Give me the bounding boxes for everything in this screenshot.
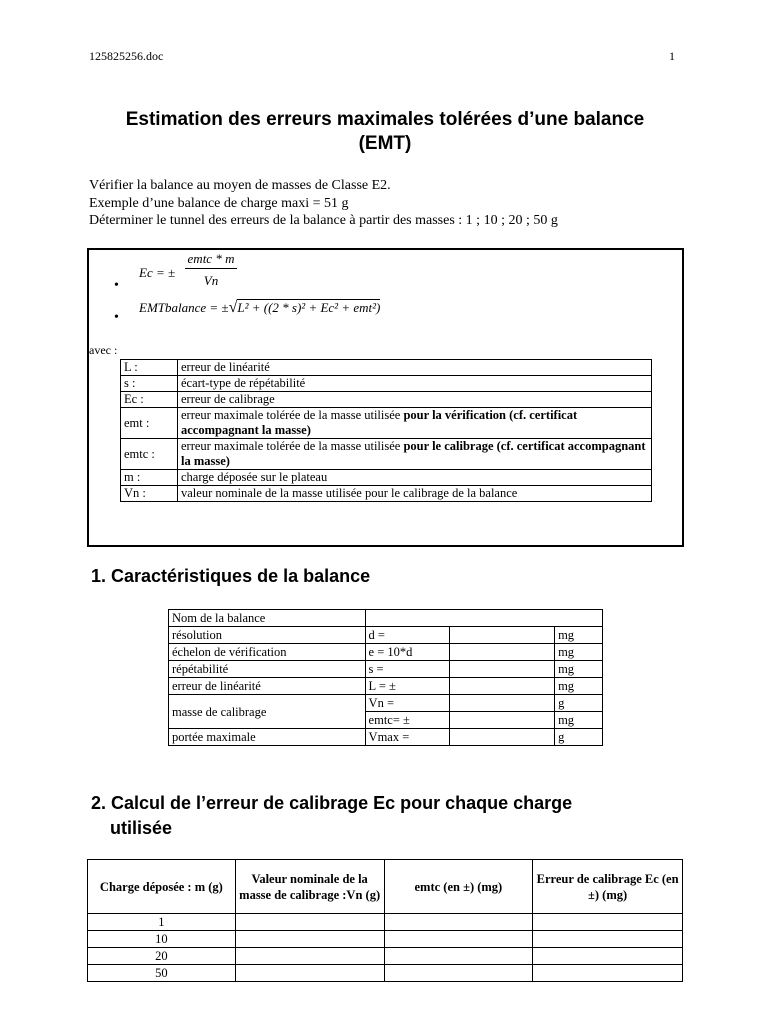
ec-formula-denominator: Vn	[203, 273, 219, 288]
bullet-icon: •	[114, 278, 119, 293]
row-unit: mg	[555, 661, 603, 678]
charge-cell: 20	[88, 948, 236, 965]
emt-formula-lhs: EMTbalance = ±	[139, 300, 229, 315]
def-desc: erreur de calibrage	[178, 392, 652, 408]
table-row	[121, 376, 652, 392]
row-label: erreur de linéarité	[169, 678, 366, 695]
def-key: m :	[121, 470, 178, 486]
def-key: Ec :	[121, 392, 178, 408]
ec-formula-numerator: emtc * m	[187, 251, 235, 266]
column-header: Charge déposée : m (g)	[88, 860, 236, 914]
value-cell[interactable]	[533, 965, 683, 982]
value-cell[interactable]	[384, 948, 533, 965]
table-row	[121, 392, 652, 408]
row-symbol: d =	[365, 627, 450, 644]
row-label: portée maximale	[169, 729, 366, 746]
table-row	[88, 948, 683, 965]
table-row	[88, 965, 683, 982]
row-label: masse de calibrage	[169, 695, 366, 729]
def-key: emt :	[121, 408, 178, 439]
avec-label: avec :	[89, 343, 118, 357]
table-row	[88, 914, 683, 931]
row-symbol: L = ±	[365, 678, 450, 695]
value-cell[interactable]	[533, 948, 683, 965]
title-line-1: Estimation des erreurs maximales tolérées d’une balance	[125, 109, 645, 130]
column-header: emtc (en ±) (mg)	[384, 860, 533, 914]
charge-cell: 50	[88, 965, 236, 982]
def-key: L :	[121, 360, 178, 376]
row-label: répétabilité	[169, 661, 366, 678]
bullet-icon: •	[114, 310, 119, 325]
value-cell[interactable]	[450, 627, 555, 644]
calibration-error-table	[87, 859, 683, 982]
row-symbol: Vn =	[365, 695, 450, 712]
value-cell[interactable]	[384, 931, 533, 948]
row-unit: mg	[555, 678, 603, 695]
value-cell[interactable]	[450, 712, 555, 729]
table-row	[169, 661, 603, 678]
value-cell[interactable]	[450, 678, 555, 695]
def-key: emtc :	[121, 439, 178, 470]
intro-line: Vérifier la balance au moyen de masses de Classe E2.	[89, 178, 391, 193]
row-label: échelon de vérification	[169, 644, 366, 661]
emt-formula	[139, 299, 380, 317]
balance-name-label: Nom de la balance	[169, 610, 366, 627]
def-desc: erreur maximale tolérée de la masse utilisée pour la vérification (cf. certificat accompagnant la masse)	[178, 408, 652, 439]
value-cell[interactable]	[235, 931, 384, 948]
balance-name-value[interactable]	[365, 610, 602, 627]
intro-line: Déterminer le tunnel des erreurs de la balance à partir des masses : 1 ; 10 ; 20 ; 50 g	[89, 213, 558, 228]
title-line-2: (EMT)	[358, 133, 412, 154]
row-symbol: emtc= ±	[365, 712, 450, 729]
table-row	[169, 729, 603, 746]
section-2-heading: 2. Calcul de l’erreur de calibrage Ec pour chaque charge	[91, 793, 573, 813]
section-2-heading-cont: utilisée	[110, 818, 173, 838]
def-desc: charge déposée sur le plateau	[178, 470, 652, 486]
def-desc: valeur nominale de la masse utilisée pour le calibrage de la balance	[178, 486, 652, 502]
intro-line: Exemple d’une balance de charge maxi = 51 g	[89, 195, 349, 211]
def-desc: erreur de linéarité	[178, 360, 652, 376]
column-header: Valeur nominale de la masse de calibrage :Vn (g)	[235, 860, 384, 914]
row-symbol: s =	[365, 661, 450, 678]
table-row	[169, 610, 603, 627]
value-cell[interactable]	[450, 644, 555, 661]
row-unit: mg	[555, 712, 603, 729]
table-row	[169, 644, 603, 661]
table-row	[121, 360, 652, 376]
table-row	[121, 470, 652, 486]
row-unit: mg	[555, 644, 603, 661]
value-cell[interactable]	[384, 914, 533, 931]
row-unit: g	[555, 729, 603, 746]
charge-cell: 10	[88, 931, 236, 948]
definitions-table	[120, 359, 652, 502]
def-key: Vn :	[121, 486, 178, 502]
table-row	[169, 627, 603, 644]
document-title	[80, 108, 690, 156]
ec-formula-lhs: Ec = ±	[139, 265, 176, 280]
table-row	[121, 408, 652, 439]
column-header: Erreur de calibrage Ec (en ±) (mg)	[533, 860, 683, 914]
value-cell[interactable]	[450, 661, 555, 678]
value-cell[interactable]	[533, 931, 683, 948]
row-symbol: Vmax =	[365, 729, 450, 746]
emt-formula-radicand: L² + ((2 * s)² + Ec² + emt²)	[237, 300, 381, 315]
row-label: résolution	[169, 627, 366, 644]
table-row	[169, 678, 603, 695]
value-cell[interactable]	[450, 695, 555, 712]
row-unit: mg	[555, 627, 603, 644]
section-1-heading: 1. Caractéristiques de la balance	[91, 566, 371, 586]
header-filename: 125825256.doc	[89, 49, 164, 63]
table-row	[121, 486, 652, 502]
def-key: s :	[121, 376, 178, 392]
value-cell[interactable]	[235, 965, 384, 982]
table-row	[88, 931, 683, 948]
value-cell[interactable]	[235, 914, 384, 931]
table-row	[169, 695, 603, 712]
def-desc: écart-type de répétabilité	[178, 376, 652, 392]
value-cell[interactable]	[450, 729, 555, 746]
row-symbol: e = 10*d	[365, 644, 450, 661]
value-cell[interactable]	[235, 948, 384, 965]
row-unit: g	[555, 695, 603, 712]
intro-text	[89, 177, 558, 230]
def-desc: erreur maximale tolérée de la masse utilisée pour le calibrage (cf. certificat accompagnant la masse)	[178, 439, 652, 470]
charge-cell: 1	[88, 914, 236, 931]
table-header-row	[88, 860, 683, 914]
value-cell[interactable]	[384, 965, 533, 982]
value-cell[interactable]	[533, 914, 683, 931]
table-row	[121, 439, 652, 470]
page-number: 1	[669, 49, 675, 63]
sqrt-icon: √	[228, 299, 238, 316]
fraction-bar	[185, 268, 237, 269]
balance-characteristics-table	[168, 609, 603, 746]
